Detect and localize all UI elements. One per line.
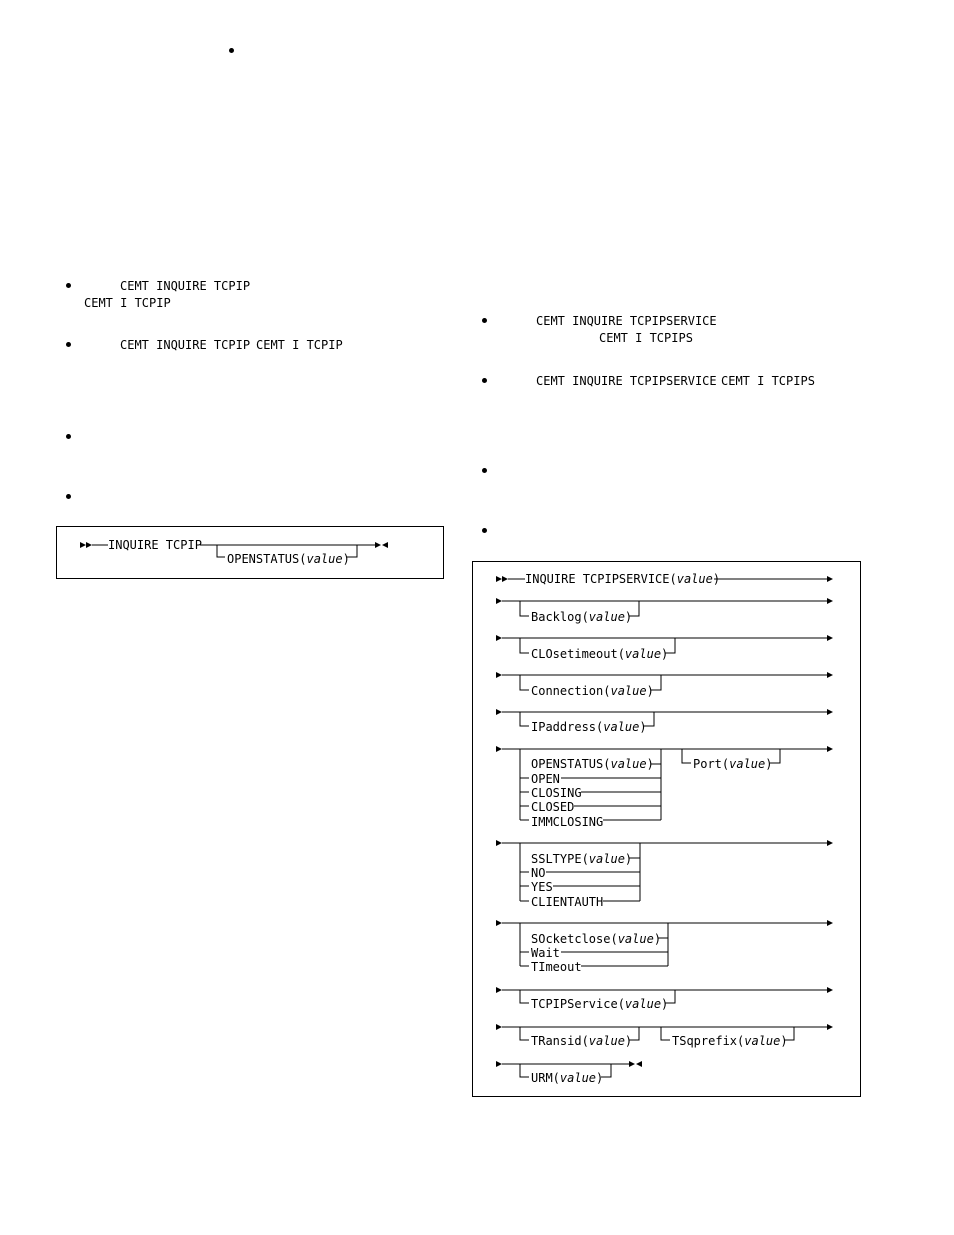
syntax-diagram-svg xyxy=(57,527,443,578)
syntax-option-socketclose: SOcketclose(value) xyxy=(531,932,662,946)
syntax-option-connection: Connection(value) xyxy=(531,684,654,698)
start-arrow xyxy=(502,576,508,582)
syntax-option-openstatus: OPENSTATUS(value) xyxy=(531,757,654,771)
syntax-diagram-tcpip xyxy=(56,526,444,579)
syntax-option-closed: CLOSED xyxy=(531,800,575,814)
bullet xyxy=(482,468,487,473)
syntax-option: OPENSTATUS(value) xyxy=(227,552,350,566)
bullet xyxy=(229,48,234,53)
syntax-option-transid: TRansid(value) xyxy=(531,1034,633,1048)
command-abbrev: CEMT I TCPIPS xyxy=(721,374,815,388)
end-arrow xyxy=(382,542,388,548)
start-arrow xyxy=(80,542,86,548)
command-text: CEMT INQUIRE TCPIP xyxy=(120,338,251,352)
syntax-option-clientauth: CLIENTAUTH xyxy=(531,895,604,909)
syntax-diagram-tcpipservice xyxy=(472,561,861,1097)
bullet xyxy=(482,378,487,383)
command-abbrev: CEMT I TCPIP xyxy=(84,296,171,310)
syntax-option-no: NO xyxy=(531,866,546,880)
syntax-keyword: INQUIRE TCPIP xyxy=(108,538,202,552)
syntax-option-ssltype: SSLTYPE(value) xyxy=(531,852,633,866)
syntax-option-closetimeout: CLOsetimeout(value) xyxy=(531,647,669,661)
command-abbrev: CEMT I TCPIP xyxy=(256,338,343,352)
syntax-diagram-svg xyxy=(473,562,860,1096)
syntax-option-backlog: Backlog(value) xyxy=(531,610,633,624)
syntax-option-open: OPEN xyxy=(531,772,560,786)
syntax-keyword: INQUIRE TCPIPSERVICE(value) xyxy=(525,572,721,586)
syntax-option-port: Port(value) xyxy=(693,757,773,771)
syntax-option-closing: CLOSING xyxy=(531,786,582,800)
start-arrow xyxy=(496,576,502,582)
command-text: CEMT INQUIRE TCPIP xyxy=(120,279,251,293)
bullet xyxy=(66,342,71,347)
syntax-option-immclosing: IMMCLOSING xyxy=(531,815,604,829)
bullet xyxy=(482,318,487,323)
syntax-option-yes: YES xyxy=(531,880,553,894)
syntax-option-timeout: TImeout xyxy=(531,960,582,974)
bullet xyxy=(66,494,71,499)
end-arrow xyxy=(629,1061,635,1067)
syntax-option-tcpipservice: TCPIPService(value) xyxy=(531,997,669,1011)
syntax-option-wait: Wait xyxy=(531,946,560,960)
command-abbrev: CEMT I TCPIPS xyxy=(599,331,693,345)
bullet xyxy=(66,434,71,439)
command-text: CEMT INQUIRE TCPIPSERVICE xyxy=(536,314,717,328)
end-arrow xyxy=(636,1061,642,1067)
start-arrow xyxy=(86,542,92,548)
command-text: CEMT INQUIRE TCPIPSERVICE xyxy=(536,374,717,388)
bullet xyxy=(66,283,71,288)
end-arrow xyxy=(375,542,381,548)
syntax-option-urm: URM(value) xyxy=(531,1071,604,1085)
continue-arrow xyxy=(827,576,833,582)
syntax-option-ipaddress: IPaddress(value) xyxy=(531,720,647,734)
syntax-option-tsqprefix: TSqprefix(value) xyxy=(672,1034,788,1048)
bullet xyxy=(482,528,487,533)
